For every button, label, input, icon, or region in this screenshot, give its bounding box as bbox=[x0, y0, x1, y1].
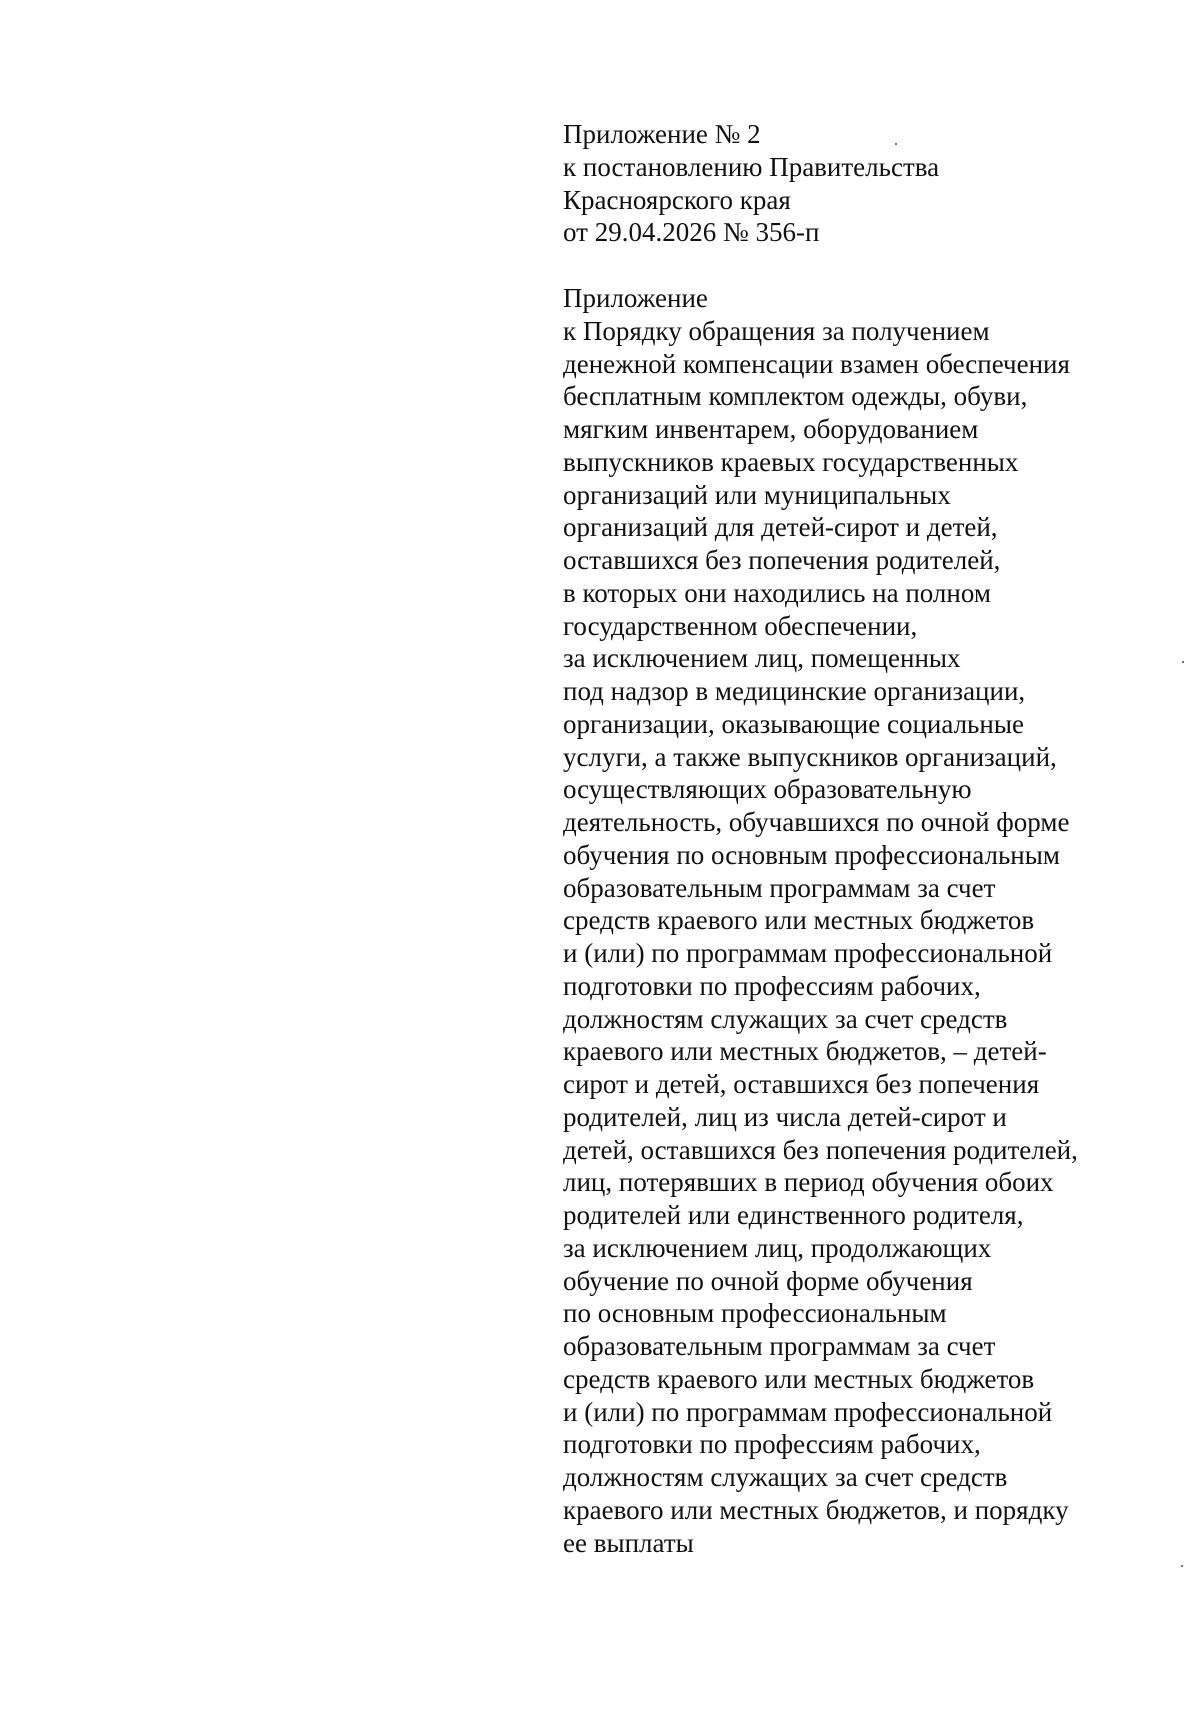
annex-line: по основным профессиональным bbox=[563, 1298, 947, 1329]
appendix-number: Приложение № 2 bbox=[563, 119, 761, 149]
annex-line: оставшихся без попечения родителей, bbox=[563, 545, 1001, 575]
annex-line: деятельность, обучавшихся по очной форме bbox=[563, 807, 1070, 837]
annex-line: должностям служащих за счет средств bbox=[563, 1003, 1008, 1034]
annex-title: Приложение bbox=[563, 283, 708, 313]
annex-heading bbox=[563, 282, 1078, 1559]
annex-line: родителей или единственного родителя, bbox=[563, 1200, 1024, 1230]
annex-line: услуги, а также выпускников организаций, bbox=[563, 741, 1057, 772]
annex-line: краевого или местных бюджетов, и порядку bbox=[563, 1494, 1069, 1525]
annex-line: подготовки по профессиям рабочих, bbox=[563, 1429, 981, 1460]
annex-line: денежной компенсации взамен обеспечения bbox=[563, 348, 1070, 379]
annex-line: государственном обеспечении, bbox=[563, 610, 918, 641]
annex-line: детей, оставшихся без попечения родителей, bbox=[563, 1134, 1078, 1165]
annex-line: родителей, лиц из числа детей-сирот и bbox=[563, 1101, 1007, 1132]
annex-line: средств краевого или местных бюджетов bbox=[563, 1363, 1035, 1394]
annex-line: за исключением лиц, продолжающих bbox=[563, 1232, 992, 1263]
annex-line: краевого или местных бюджетов, – детей- bbox=[563, 1036, 1047, 1067]
annex-line: сирот и детей, оставшихся без попечения bbox=[563, 1069, 1040, 1099]
appendix-header bbox=[563, 118, 939, 249]
scan-speck bbox=[895, 143, 897, 145]
annex-line: к Порядку обращения за получением bbox=[563, 315, 990, 346]
annex-line: и (или) по программам профессиональной bbox=[563, 938, 1053, 968]
annex-line: под надзор в медицинские организации, bbox=[563, 676, 1026, 706]
annex-line: организаций или муниципальных bbox=[563, 479, 951, 510]
annex-line: выпускников краевых государственных bbox=[563, 446, 1019, 477]
annex-line: организации, оказывающие социальные bbox=[563, 708, 1024, 739]
annex-line: осуществляющих образовательную bbox=[563, 774, 972, 805]
scan-speck bbox=[1182, 661, 1184, 663]
scan-speck bbox=[1181, 1565, 1183, 1567]
region-name: Красноярского края bbox=[563, 184, 791, 215]
annex-line: и (или) по программам профессиональной bbox=[563, 1396, 1053, 1427]
annex-line: в которых они находились на полном bbox=[563, 577, 991, 608]
annex-line: лиц, потерявших в период обучения обоих bbox=[563, 1167, 1054, 1198]
annex-line: должностям служащих за счет средств bbox=[563, 1462, 1008, 1492]
annex-line: средств краевого или местных бюджетов bbox=[563, 905, 1035, 936]
annex-line: образовательным программам за счет bbox=[563, 872, 996, 903]
annex-line: ее выплаты bbox=[563, 1527, 694, 1558]
annex-line: подготовки по профессиям рабочих, bbox=[563, 970, 981, 1001]
annex-line: обучения по основным профессиональным bbox=[563, 839, 1060, 870]
annex-line: организаций для детей-сирот и детей, bbox=[563, 512, 998, 543]
annex-line: обучение по очной форме обучения bbox=[563, 1265, 973, 1296]
resolution-reference: к постановлению Правительства bbox=[563, 151, 940, 182]
annex-line: бесплатным комплектом одежды, обуви, bbox=[563, 381, 1028, 412]
annex-line: мягким инвентарем, оборудованием bbox=[563, 414, 979, 444]
annex-line: за исключением лиц, помещенных bbox=[563, 643, 961, 674]
resolution-date-number: от 29.04.2026 № 356-п bbox=[563, 217, 820, 248]
annex-line: образовательным программам за счет bbox=[563, 1331, 996, 1361]
